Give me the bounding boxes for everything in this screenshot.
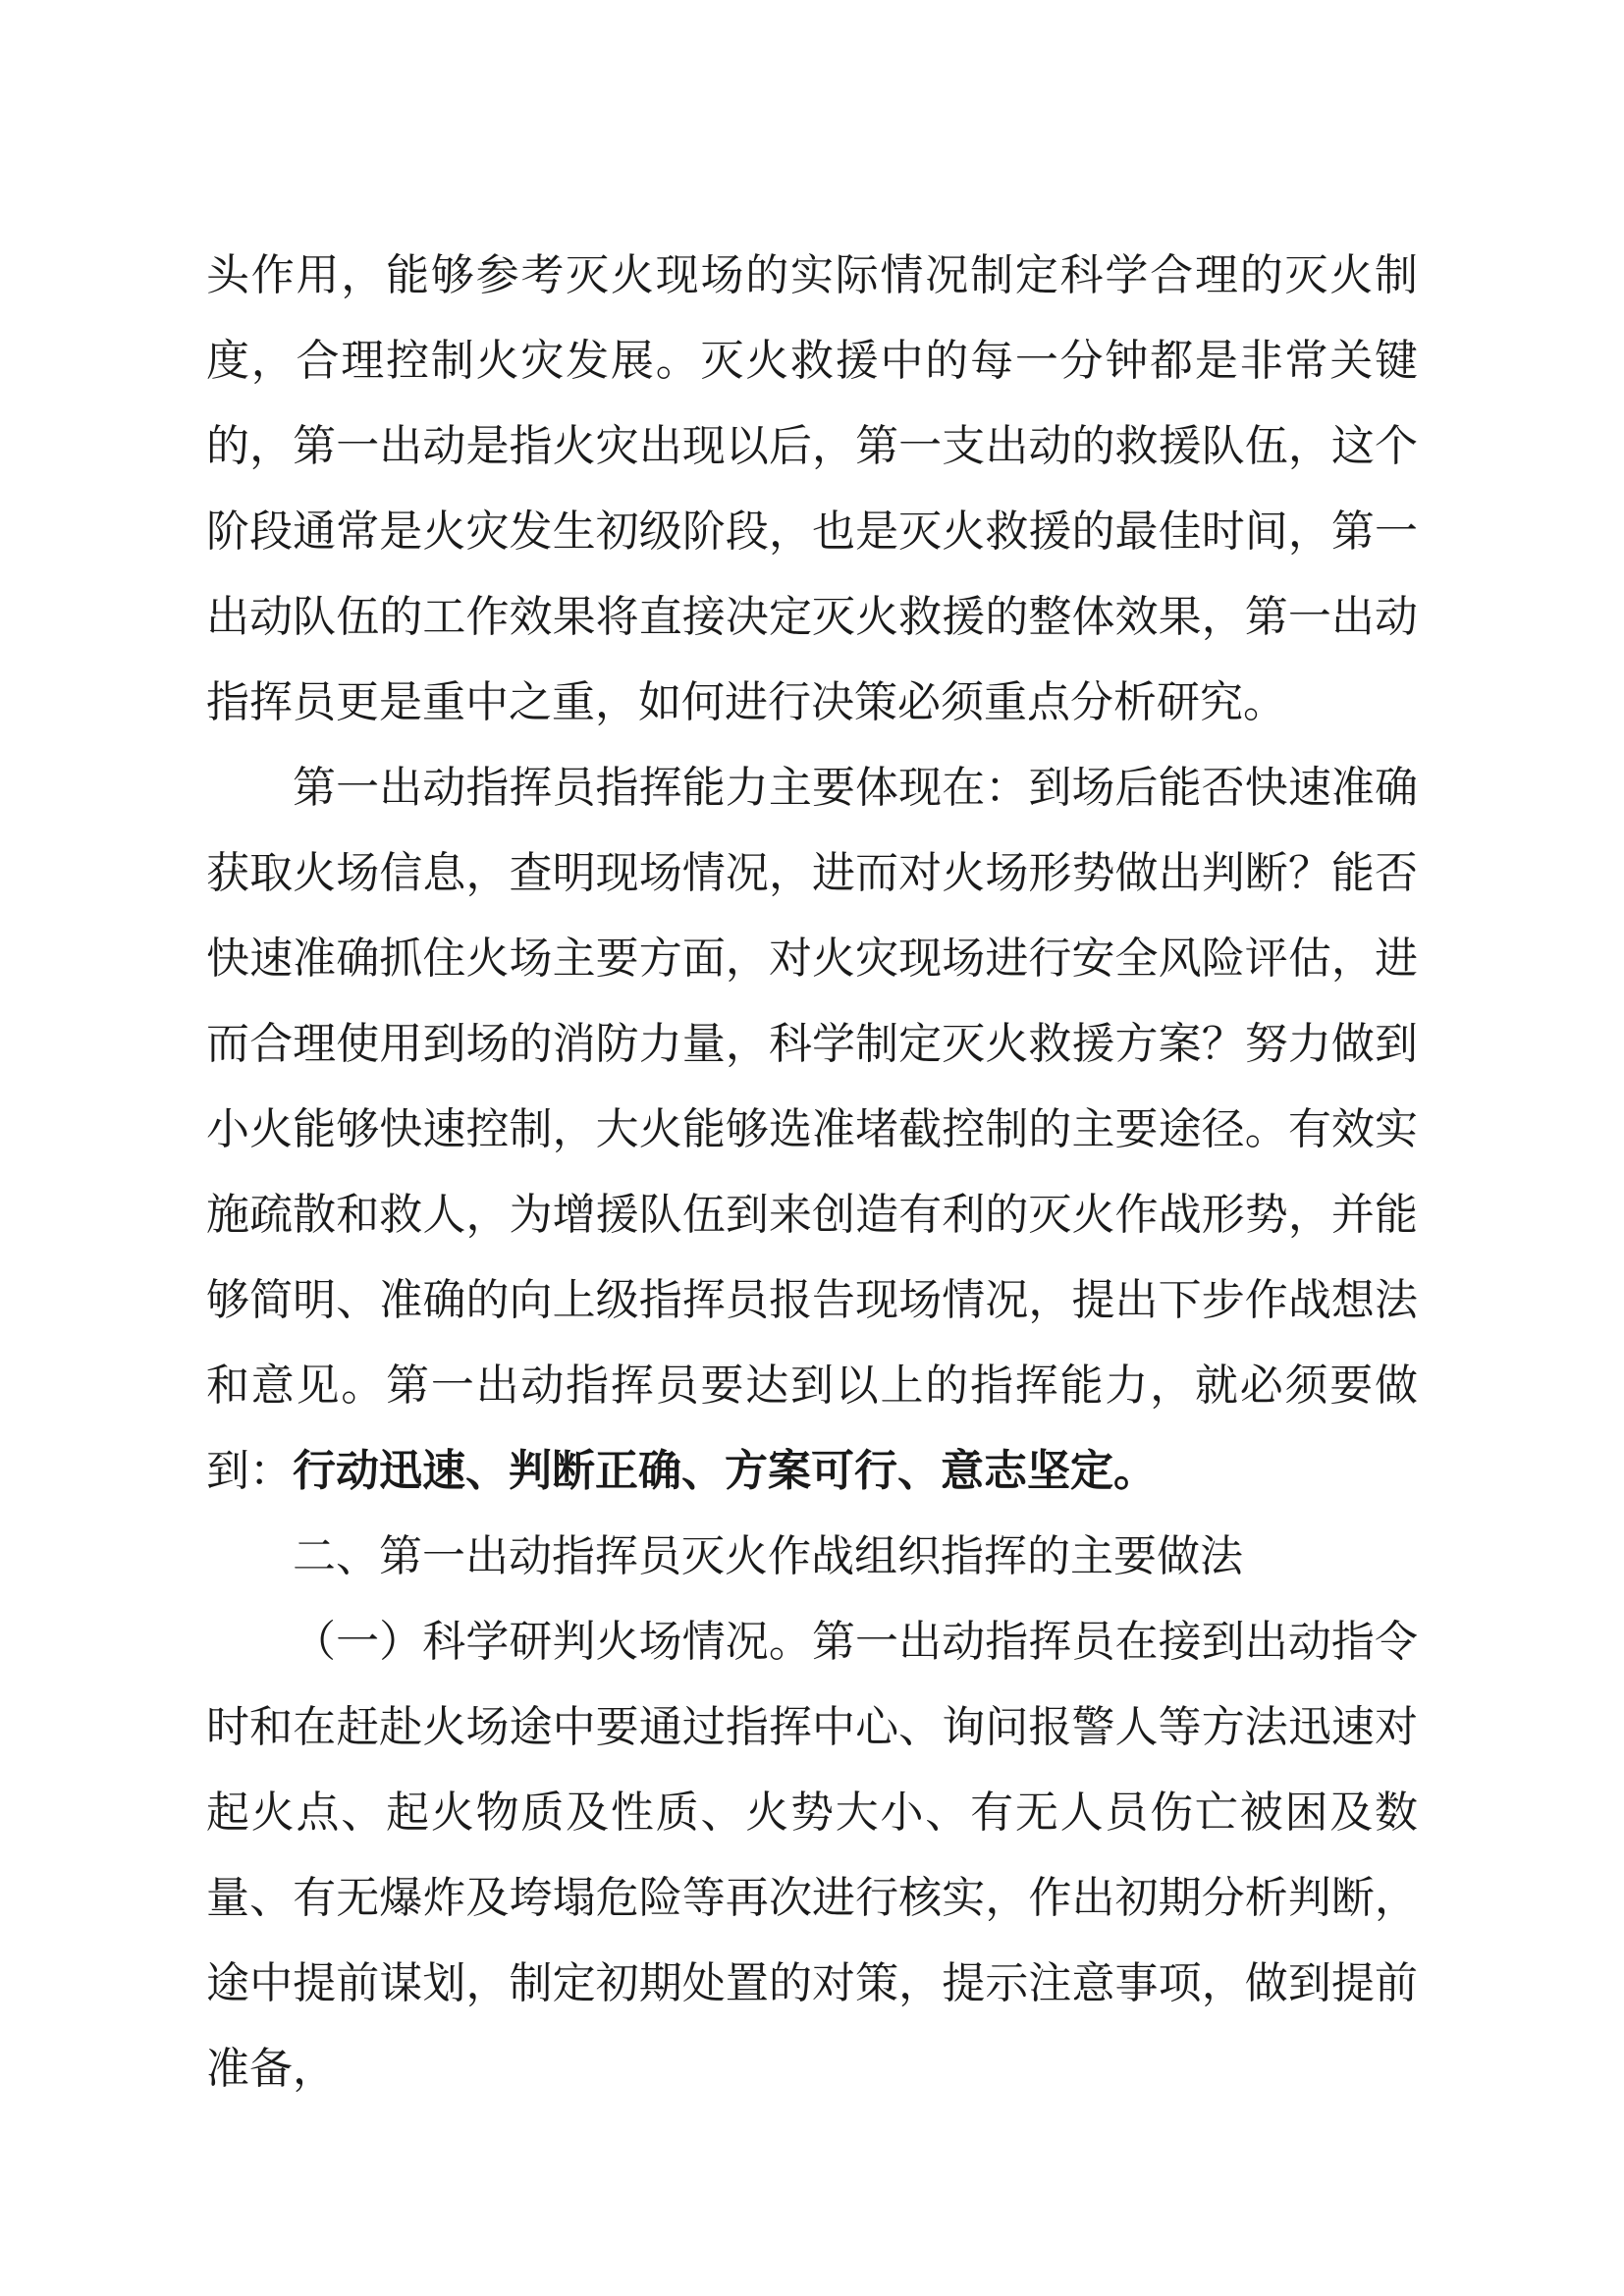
paragraph-subsection-one: [206, 1599, 1418, 2111]
text-run: 第一出动指挥员指挥能力主要体现在：到场后能否快速准确获取火场信息，查明现场情况，进而对火场形势做出判断？能否快速准确抓住火场主要方面，对火灾现场进行安全风险评估，进而合理使用到场的消防力量，科学制定灭火救援方案？努力做到小火能够快速控制，大火能够选准堵截控制的主要途径。有效实施疏散和救人，为增援队伍到来创造有利的灭火作战形势，并能够简明、准确的向上级指挥员报告现场情况，提出下步作战想法和意见。第一出动指挥员要达到以上的指挥能力，就必须要做到：: [206, 764, 1418, 1495]
paragraph-command-ability: [206, 745, 1418, 1514]
text-run: 二、第一出动指挥员灭火作战组织指挥的主要做法: [293, 1532, 1243, 1580]
bold-text-run: 行动迅速、判断正确、方案可行、意志坚定。: [293, 1447, 1157, 1495]
text-run: 头作用，能够参考灭火现场的实际情况制定科学合理的灭火制度，合理控制火灾发展。灭火救援中的每一分钟都是非常关键的，第一出动是指火灾出现以后，第一支出动的救援队伍，这个阶段通常是火灾发生初级阶段，也是灭火救援的最佳时间，第一出动队伍的工作效果将直接决定灭火救援的整体效果，第一出动指挥员更是重中之重，如何进行决策必须重点分析研究。: [206, 251, 1418, 726]
paragraph-continuation: [206, 233, 1418, 745]
document-body: [206, 233, 1418, 2111]
text-run: （一）科学研判火场情况。第一出动指挥员在接到出动指令时和在赶赴火场途中要通过指挥中心、询问报警人等方法迅速对起火点、起火物质及性质、火势大小、有无人员伤亡被困及数量、有无爆炸及垮塌危险等再次进行核实，作出初期分析判断，途中提前谋划，制定初期处置的对策，提示注意事项，做到提前准备，: [206, 1618, 1418, 2093]
section-heading-two: [206, 1514, 1418, 1599]
